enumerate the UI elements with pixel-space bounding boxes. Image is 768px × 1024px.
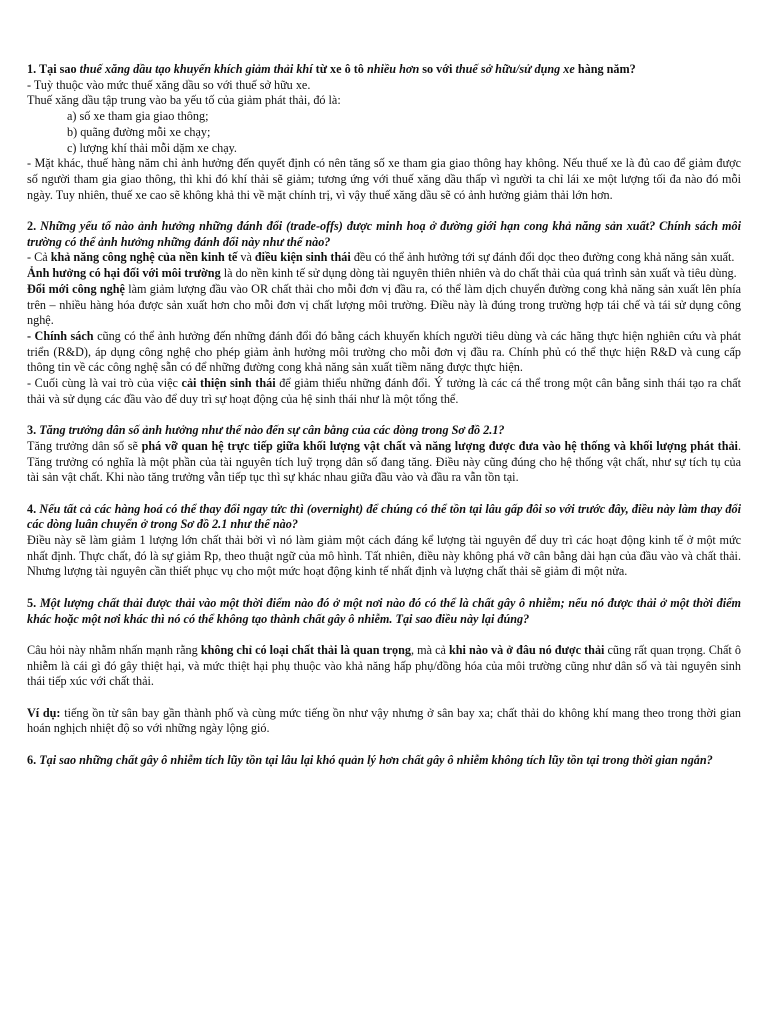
example-label: Ví dụ: xyxy=(27,705,61,720)
answer-paragraph: - Cuối cùng là vai trò của việc cải thiện sinh thái để giảm thiểu những đánh đổi. Ý tưởng là các cá thể trong một cân bằng sinh thái tạo ra chất thải và sử dụng các đầu vào để duy trì sự hoạt động của hệ sinh thái như là một tổng thể. xyxy=(27,376,742,406)
list-item: c) lượng khí thải mỗi dặm xe chạy. xyxy=(67,140,237,155)
question-number: 1 xyxy=(27,62,34,76)
answer-paragraph: - Mặt khác, thuế hàng năm chỉ ảnh hưởng đến quyết định có nên tăng số xe tham gia giao thông hay không. Nếu thuế xe là đủ cao để giảm được số người tham gia giao thông, thì khi đó khí thải sẽ giảm; tương ứng với thuế xăng dầu thấp vì người ta chỉ lái xe một lượng tối đa nào đó mỗi ngày. Tuy nhiên, thuế xe cao sẽ không khả thi về mặt chính trị, vì vậy thuế xăng dầu sẽ có ảnh hưởng giảm thải lớn hơn. xyxy=(27,156,741,202)
question-1-title: 1. Tại sao thuế xăng dầu tạo khuyến khích giảm thải khí từ xe ô tô nhiều hơn so với thuế sở hữu/sử dụng xe hàng năm? xyxy=(27,62,636,76)
list-item: a) số xe tham gia giao thông; xyxy=(67,109,209,124)
example-paragraph: Ví dụ: tiếng ồn từ sân bay gần thành phố và cùng mức tiếng ồn như vậy nhưng ở sân bay xa; chất thải do không khí mang theo trong thời gian hoán nghịch nhiệt độ so với những ngày lộng gió. xyxy=(27,705,742,736)
question-4-title: 4. Nếu tất cả các hàng hoá có thể thay đổi ngay tức thì (overnight) để chúng có thể tồn tại lâu gấp đôi so với trước đây, điều này làm thay đổi các dòng luân chuyển ở trong Sơ đồ 2.1 như thế nào? xyxy=(27,501,742,532)
answer-line: Thuế xăng dầu tập trung vào ba yếu tố của giảm phát thải, đó là: xyxy=(27,93,341,108)
question-number: 3. xyxy=(27,423,37,438)
question-2-title: 2. Những yếu tố nào ảnh hưởng những đánh đổi (trade-offs) được minh hoạ ở đường giới hạn cong khả năng sản xuất? Chính sách môi trường có thể ảnh hưởng những đánh đổi này như thế nào? xyxy=(27,219,742,249)
answer-paragraph: Ảnh hưởng có hại đối với môi trường là do nền kinh tế sử dụng dòng tài nguyên thiên nhiên và do chất thải của quá trình sản xuất và tiêu dùng. xyxy=(27,266,737,281)
question-5-title: 5. Một lượng chất thải được thải vào một thời điểm nào đó ở một nơi nào đó có thể là chất gây ô nhiễm; nếu nó được thải ở một thời điểm khác hoặc một nơi khác thì nó có thể không tạo thành chất gây ô nhiễm. Tại sao điều này lại đúng? xyxy=(27,595,742,626)
answer-paragraph: Câu hỏi này nhằm nhấn mạnh rằng không chỉ có loại chất thải là quan trọng, mà cả khi nào và ở đâu nó được thải cũng rất quan trọng. Chất ô nhiễm là cái gì đó gây thiệt hại, và mức thiệt hại phụ thuộc vào khả năng hấp phụ/đồng hóa của môi trường cũng như dân số và tài nguyên sinh thái tiếp xúc với chất thải. xyxy=(27,642,741,689)
question-3-title: 3. Tăng trưởng dân số ảnh hưởng như thế nào đến sự cân bằng của các dòng trong Sơ đồ 2.1? xyxy=(27,423,505,438)
answer-paragraph: Điều này sẽ làm giảm 1 lượng lớn chất thải bởi vì nó làm giảm một cách đáng kể lượng tài nguyên để duy trì các hoạt động kinh tế ở một mức nhất định. Thực chất, đó là sự giảm Rp, theo thuật ngữ của mô hình. Tất nhiên, điều này không phá vỡ cân bằng dài hạn của đầu vào và chất thải. Nhưng lượng tài nguyên cần thiết phục vụ cho một mức hoạt động kinh tế nhất định và lượng chất thải sẽ giảm đi một nửa. xyxy=(27,533,741,579)
question-number: 4. xyxy=(27,501,37,516)
answer-paragraph: - Cả khả năng công nghệ của nền kinh tế và điều kiện sinh thái đều có thể ảnh hưởng tới sự đánh đổi dọc theo đường cong khả năng sản xuất. xyxy=(27,250,735,265)
question-6-title: 6. Tại sao những chất gây ô nhiễm tích lũy tồn tại lâu lại khó quản lý hơn chất gây ô nhiễm không tích lũy tồn tại trong thời gian ngắn? xyxy=(27,752,713,767)
document-body xyxy=(27,62,741,769)
answer-line: - Tuỳ thuộc vào mức thuế xăng dầu so với thuế sở hữu xe. xyxy=(27,77,311,92)
question-number: 2. xyxy=(27,219,37,234)
answer-paragraph: Đổi mới công nghệ làm giảm lượng đầu vào OR chất thải cho mỗi đơn vị đầu ra, có thể làm dịch chuyển đường cong khả năng sản xuất lên phía trên – nhiều hàng hóa được sản xuất hơn cho mỗi đơn vị chất lượng môi trường. Điều này là đúng trong trường hợp tái chế và tái sử dụng công nghệ. xyxy=(27,281,741,328)
question-number: 6. xyxy=(27,752,37,767)
question-number: 5. xyxy=(27,595,37,610)
list-item: b) quãng đường mỗi xe chạy; xyxy=(67,124,211,139)
answer-paragraph: - Chính sách cũng có thể ảnh hưởng đến những đánh đổi đó bằng cách khuyến khích người tiêu dùng và các hãng thực hiện nghiên cứu và phát triển (R&D), áp dụng công nghệ cho phép giảm ảnh hưởng môi trường cho mỗi đơn vị đầu ra. Chính phủ có thể thực hiện R&D và cung cấp thông tin về các công nghệ sẵn có để những đường cong khả năng sản xuất tiềm năng được thực hiện. xyxy=(27,328,742,375)
answer-paragraph: Tăng trưởng dân số sẽ phá vỡ quan hệ trực tiếp giữa khối lượng vật chất và năng lượng được đưa vào hệ thống và khối lượng phát thải. Tăng trưởng có nghĩa là một phần của tài nguyên tích luỹ trọng dân số đang tăng. Điều này cũng đúng cho hệ thống vật chất, như sự tích tụ của tài sản vật chất. Khi nào tăng trưởng vẫn tiếp tục thì sự khác nhau giữa đầu vào và đầu ra vẫn tồn tại. xyxy=(27,438,741,485)
